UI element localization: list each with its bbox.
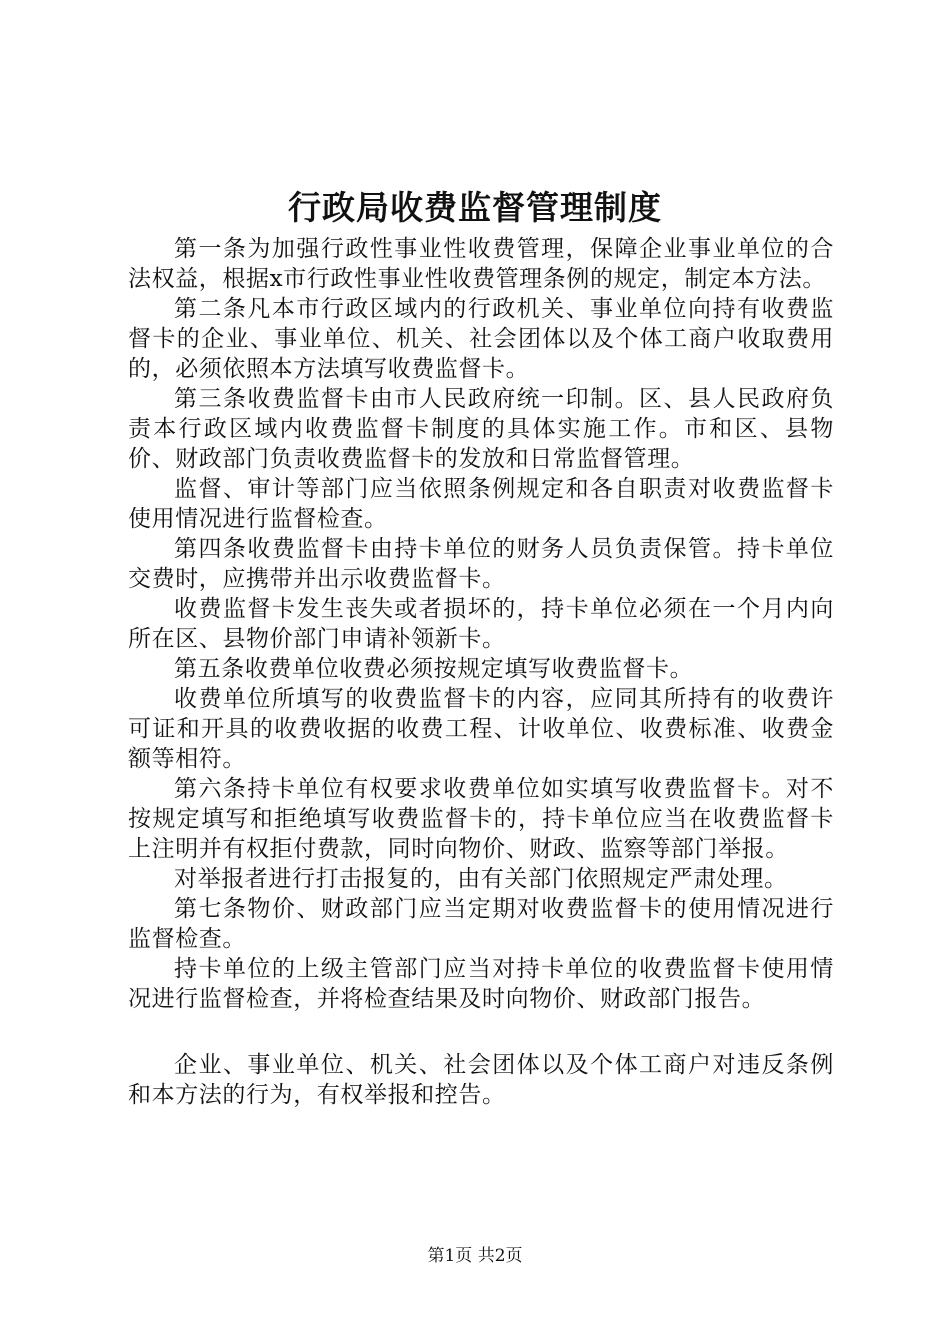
paragraph-article-7: 第七条物价、财政部门应当定期对收费监督卡的使用情况进行监督检查。 — [128, 896, 834, 952]
document-title: 行政局收费监督管理制度 — [288, 188, 662, 227]
paragraph-article-1: 第一条为加强行政性事业性收费管理，保障企业事业单位的合法权益，根据x市行政性事业性收费管理条例的规定，制定本方法。 — [128, 236, 834, 292]
paragraph-article-3-supervision: 监督、审计等部门应当依照条例规定和各自职责对收费监督卡使用情况进行监督检查。 — [128, 476, 834, 532]
paragraph-article-6: 第六条持卡单位有权要求收费单位如实填写收费监督卡。对不按规定填写和拒绝填写收费监督卡的，持卡单位应当在收费监督卡上注明并有权拒付费款，同时向物价、财政、监察等部门举报。 — [128, 776, 834, 862]
paragraph-article-5: 第五条收费单位收费必须按规定填写收费监督卡。 — [174, 656, 694, 682]
paragraph-article-6-retaliation: 对举报者进行打击报复的，由有关部门依照规定严肃处理。 — [174, 866, 788, 892]
page-number-footer: 第1页 共2页 — [427, 1246, 523, 1266]
paragraph-article-5-content: 收费单位所填写的收费监督卡的内容，应同其所持有的收费许可证和开具的收费收据的收费工程、计收单位、收费标准、收费金额等相符。 — [128, 686, 834, 772]
paragraph-article-4-loss: 收费监督卡发生丧失或者损坏的，持卡单位必须在一个月内向所在区、县物价部门申请补领新卡。 — [128, 596, 834, 652]
paragraph-article-7-superior: 持卡单位的上级主管部门应当对持卡单位的收费监督卡使用情况进行监督检查，并将检查结果及时向物价、财政部门报告。 — [128, 956, 834, 1012]
paragraph-article-4: 第四条收费监督卡由持卡单位的财务人员负责保管。持卡单位交费时，应携带并出示收费监督卡。 — [128, 536, 834, 592]
paragraph-article-2: 第二条凡本市行政区域内的行政机关、事业单位向持有收费监督卡的企业、事业单位、机关、社会团体以及个体工商户收取费用的，必须依照本方法填写收费监督卡。 — [128, 296, 834, 382]
paragraph-article-3: 第三条收费监督卡由市人民政府统一印制。区、县人民政府负责本行政区域内收费监督卡制度的具体实施工作。市和区、县物价、财政部门负责收费监督卡的发放和日常监督管理。 — [128, 386, 834, 472]
document-body — [128, 234, 834, 1110]
paragraph-report-right: 企业、事业单位、机关、社会团体以及个体工商户对违反条例和本方法的行为，有权举报和控告。 — [128, 1052, 834, 1108]
